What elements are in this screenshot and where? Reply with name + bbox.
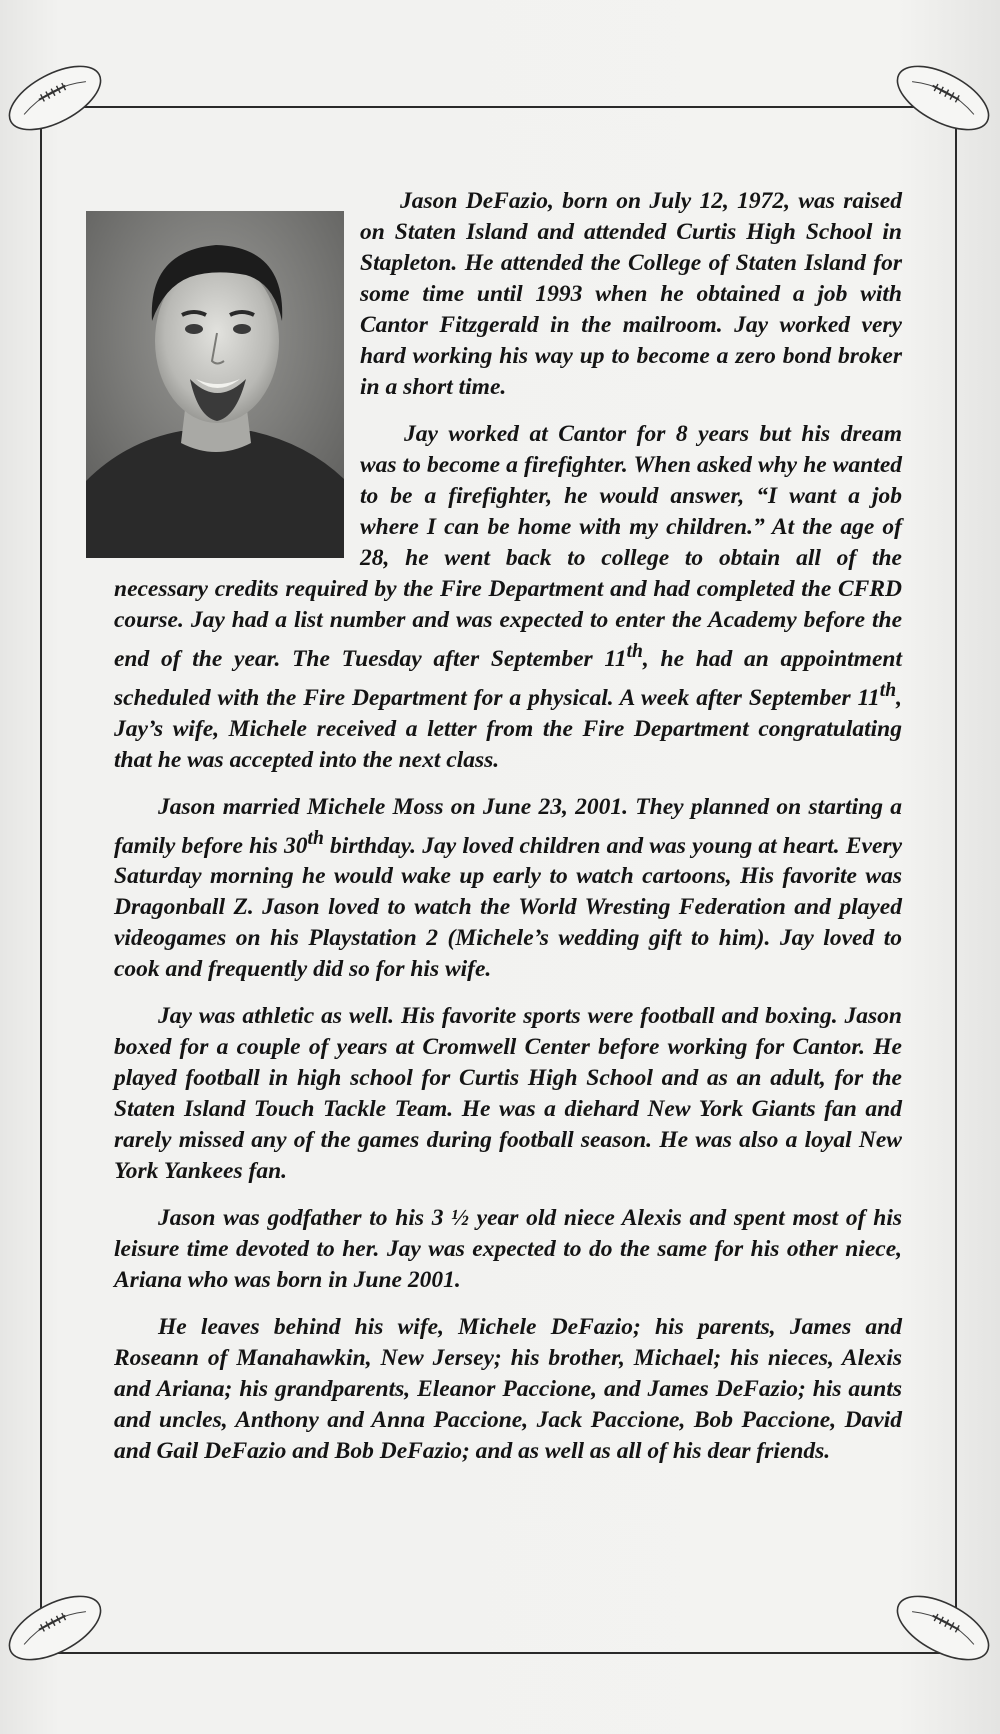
- football-icon-bottom-left: [0, 1588, 110, 1668]
- paragraph-godfather: Jason was godfather to his 3 ½ year old niece Alexis and spent most of his leisure time devoted to her. Jay was expected to do the same for his other niece, Ariana who was born in June 2001.: [114, 1205, 902, 1294]
- paragraph-marriage: [114, 792, 902, 986]
- paragraph-early-life-text: Jason DeFazio, born on July 12, 1972, was raised on Staten Island and attended Curtis High School in Stapleton. He attended the College of Staten Island for some time until 1993 when he obtained a job with Cantor Fitzgerald in the mailroom. Jay worked very hard working his way up to become a zero bond broker in a short time.: [360, 188, 902, 400]
- paragraph-marriage-text-a: Jason married Michele Moss on June 23, 2001. They planned on starting a family before his 30: [114, 793, 902, 859]
- paragraph-athletics: Jay was athletic as well. His favorite sports were football and boxing. Jason boxed for a couple of years at Cromwell Center before working for Cantor. He played football in high school for Curtis High School and as an adult, for the Staten Island Touch Tackle Team. He was a diehard New York Giants fan and rarely missed any of the games during football season. He was also a loyal New York Yankees fan.: [114, 1003, 902, 1185]
- paragraph-firefighter-text-b: , he had an appointment scheduled with the Fire Department for a physical. A week after September 11: [114, 645, 902, 711]
- superscript-th-3: th: [307, 827, 324, 849]
- paragraph-firefighter-text-c: , Jay’s wife, Michele received a letter from the Fire Department congratulating that he was accepted into the next class.: [114, 684, 902, 773]
- superscript-th-1: th: [626, 641, 643, 662]
- superscript-th-2: th: [879, 679, 897, 701]
- biography-text: [114, 186, 902, 1483]
- paragraph-marriage-text-b: birthday. Jay loved children and was young at heart. Every Saturday morning he would wake up early to watch cartoons, His favorite was Dragonball Z. Jason loved to watch the World Wresting Federation and played videogames on his Playstation 2 (Michele’s wedding gift to him). Jay loved to cook and frequently did so for his wife.: [114, 832, 902, 983]
- football-icon-top-right: [888, 58, 998, 138]
- paragraph-firefighter-text-a: Jay worked at Cantor for 8 years but his dream was to become a firefighter. When asked why he wanted to be a firefighter, he would answer, “I want a job where I can be home with my children.” At the age of 28, he went back to college to obtain all of the necessary credits required by the Fire Department and had completed the CFRD course. Jay had a list number and was expected to enter the Academy before the end of the year. The Tuesday after September 11: [114, 421, 902, 672]
- photo-text-wrap-spacer: [110, 186, 360, 561]
- football-icon-bottom-right: [888, 1588, 998, 1668]
- football-icon-top-left: [0, 58, 110, 138]
- paragraph-survivors: He leaves behind his wife, Michele DeFazio; his parents, James and Roseann of Manahawkin, New Jersey; his brother, Michael; his nieces, Alexis and Ariana; his grandparents, Eleanor Paccione, and James DeFazio; his aunts and uncles, Anthony and Anna Paccione, Jack Paccione, Bob Paccione, David and Gail DeFazio and Bob DeFazio; and as well as all of his dear friends.: [114, 1314, 902, 1465]
